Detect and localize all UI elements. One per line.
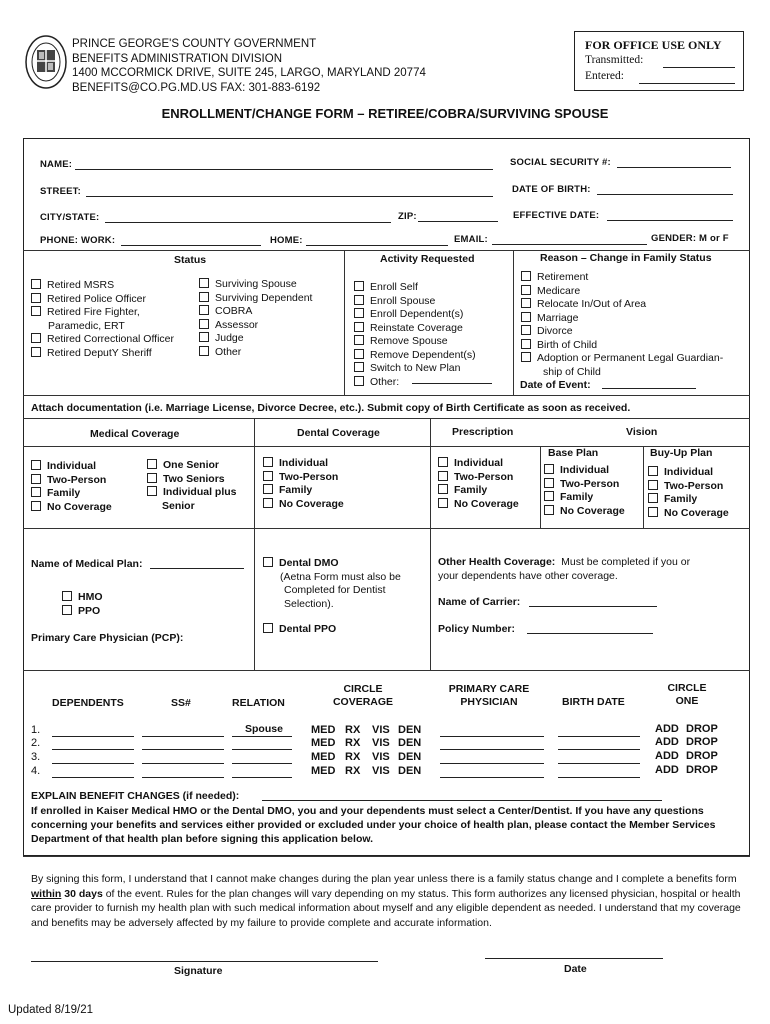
ppo-option[interactable]: PPO xyxy=(62,605,103,619)
status-option[interactable]: Other xyxy=(199,346,312,360)
dependent-name-field[interactable] xyxy=(52,736,134,737)
agency-address: 1400 MCCORMICK DRIVE, SUITE 245, LARGO, MARYLAND 20774 xyxy=(72,67,426,79)
dental-heading: Dental Coverage xyxy=(297,427,380,439)
city-state-field[interactable] xyxy=(105,222,391,223)
ssn-label: SOCIAL SECURITY #: xyxy=(510,157,611,168)
checkbox[interactable] xyxy=(354,335,364,345)
agency-contact: BENEFITS@CO.PG.MD.US FAX: 301-883-6192 xyxy=(72,81,321,94)
divider xyxy=(513,250,514,395)
division-name: BENEFITS ADMINISTRATION DIVISION xyxy=(72,52,283,65)
checkbox[interactable] xyxy=(31,501,41,511)
checkbox[interactable] xyxy=(263,498,273,508)
medical-option[interactable]: Family xyxy=(31,487,112,501)
dependent-name-field[interactable] xyxy=(52,777,134,778)
coverage-choice[interactable]: VIS xyxy=(372,751,390,763)
dependent-ss-field[interactable] xyxy=(142,777,224,778)
vision-option[interactable]: No Coverage xyxy=(544,505,625,519)
checkbox[interactable] xyxy=(62,605,72,615)
office-use-box xyxy=(574,31,744,91)
vision-option[interactable]: Family xyxy=(544,491,625,505)
add-drop-choice[interactable]: ADD xyxy=(655,764,679,776)
carrier-label: Name of Carrier: xyxy=(438,596,521,608)
gender-label: GENDER: M or F xyxy=(651,233,729,244)
checkbox[interactable] xyxy=(199,346,209,356)
coverage-choice[interactable]: DEN xyxy=(398,724,422,736)
dependent-row-number: 3. xyxy=(31,751,41,763)
other-coverage-label: Other Health Coverage: xyxy=(438,556,556,568)
dependent-birth-field[interactable] xyxy=(558,763,640,764)
checkbox[interactable] xyxy=(544,464,554,474)
dental-option[interactable]: No Coverage xyxy=(263,498,344,512)
medical-option-cont: Senior xyxy=(162,499,195,512)
checkbox[interactable] xyxy=(147,486,157,496)
medical-option[interactable]: Two Seniors xyxy=(147,473,237,487)
coverage-choice[interactable]: MED xyxy=(311,737,336,749)
coverage-choice[interactable]: DEN xyxy=(398,751,422,763)
agency-header xyxy=(72,37,426,95)
checkbox[interactable] xyxy=(31,333,41,343)
dependent-relation-field[interactable] xyxy=(232,777,292,778)
zip-field[interactable] xyxy=(418,221,498,222)
date-label: Date xyxy=(564,963,587,975)
coverage-choice[interactable]: MED xyxy=(311,751,336,763)
status-option[interactable]: Surviving Dependent xyxy=(199,292,312,306)
form-title: ENROLLMENT/CHANGE FORM – RETIREE/COBRA/SURVIVING SPOUSE xyxy=(161,106,609,121)
divider xyxy=(344,250,345,395)
dental-option[interactable]: Family xyxy=(263,484,344,498)
checkbox[interactable] xyxy=(199,332,209,342)
reason-list xyxy=(521,271,723,379)
status-heading: Status xyxy=(174,254,207,266)
dependent-birth-field[interactable] xyxy=(558,736,640,737)
status-option[interactable]: Retired MSRS xyxy=(31,279,174,293)
explain-label: EXPLAIN BENEFIT CHANGES (if needed): xyxy=(31,790,240,802)
medical-option[interactable]: Individual xyxy=(31,460,112,474)
checkbox[interactable] xyxy=(648,493,658,503)
divider xyxy=(643,446,644,528)
coverage-choice[interactable]: VIS xyxy=(372,724,390,736)
vision-option[interactable]: Two-Person xyxy=(544,478,625,492)
status-option[interactable]: Assessor xyxy=(199,319,312,333)
dental-dmo-option[interactable]: Dental DMO xyxy=(263,557,401,571)
coverage-choice[interactable]: VIS xyxy=(372,765,390,777)
zip-label: ZIP: xyxy=(398,211,417,222)
activity-option[interactable]: Switch to New Plan xyxy=(354,362,476,376)
coverage-choice[interactable]: MED xyxy=(311,765,336,777)
relation-heading: RELATION xyxy=(232,697,285,709)
checkbox[interactable] xyxy=(31,487,41,497)
dependent-pcp-field[interactable] xyxy=(440,763,544,764)
dental-option[interactable]: Two-Person xyxy=(263,471,344,485)
prescription-option[interactable]: No Coverage xyxy=(438,498,519,512)
activity-option[interactable]: Remove Dependent(s) xyxy=(354,349,476,363)
checkbox[interactable] xyxy=(62,591,72,601)
agency-name: PRINCE GEORGE'S COUNTY GOVERNMENT xyxy=(72,38,317,50)
activity-option[interactable]: Other: xyxy=(354,376,476,390)
carrier-field[interactable] xyxy=(529,606,657,607)
add-drop-choice[interactable]: ADD xyxy=(655,723,679,735)
street-label: STREET: xyxy=(40,186,81,197)
divider xyxy=(23,250,750,251)
coverage-choice[interactable]: RX xyxy=(345,724,361,736)
status-option[interactable]: Retired Police Officer xyxy=(31,293,174,307)
phone-work-label: PHONE: WORK: xyxy=(40,235,116,246)
vision-option[interactable]: Individual xyxy=(544,464,625,478)
days-emphasis: 30 days xyxy=(64,887,103,900)
other-coverage-block xyxy=(438,556,690,583)
dependent-pcp-field[interactable] xyxy=(440,777,544,778)
reason-option[interactable]: Divorce xyxy=(521,325,723,339)
checkbox[interactable] xyxy=(354,362,364,372)
checkbox[interactable] xyxy=(31,279,41,289)
other-coverage-text: Must be completed if you or xyxy=(561,556,691,568)
checkbox[interactable] xyxy=(147,459,157,469)
reason-option[interactable]: Marriage xyxy=(521,312,723,326)
status-list-2 xyxy=(199,278,312,359)
transmitted-label: Transmitted: xyxy=(585,54,644,66)
coverage-choice[interactable]: RX xyxy=(345,751,361,763)
email-label: EMAIL: xyxy=(454,234,488,245)
divider xyxy=(23,446,750,447)
checkbox[interactable] xyxy=(263,557,273,567)
name-field[interactable] xyxy=(75,169,493,170)
vision-option[interactable]: Family xyxy=(648,493,729,507)
dependent-pcp-field[interactable] xyxy=(440,736,544,737)
activity-option[interactable]: Enroll Spouse xyxy=(354,295,476,309)
coverage-choice[interactable]: RX xyxy=(345,765,361,777)
dependents-heading: DEPENDENTS xyxy=(52,697,124,709)
pcp-label: Primary Care Physician (PCP): xyxy=(31,632,184,644)
transmitted-field[interactable] xyxy=(663,67,735,68)
dependent-row-number: 4. xyxy=(31,765,41,777)
checkbox[interactable] xyxy=(263,471,273,481)
prescription-option[interactable]: Two-Person xyxy=(438,471,519,485)
vision-option[interactable]: Individual xyxy=(648,466,729,480)
checkbox[interactable] xyxy=(263,484,273,494)
checkbox[interactable] xyxy=(521,325,531,335)
activity-other-field[interactable] xyxy=(412,383,492,384)
reason-option[interactable]: Retirement xyxy=(521,271,723,285)
dob-label: DATE OF BIRTH: xyxy=(512,184,591,195)
activity-option[interactable]: Reinstate Coverage xyxy=(354,322,476,336)
dependent-relation-field[interactable] xyxy=(232,749,292,750)
coverage-choice[interactable]: VIS xyxy=(372,737,390,749)
dmo-note: Completed for Dentist xyxy=(284,584,386,596)
add-drop-choice[interactable]: ADD xyxy=(655,750,679,762)
dependent-relation-field[interactable] xyxy=(232,763,292,764)
status-option-cont: Paramedic, ERT xyxy=(48,319,125,332)
checkbox[interactable] xyxy=(521,298,531,308)
base-plan-heading: Base Plan xyxy=(548,447,599,459)
spouse-relation: Spouse xyxy=(245,723,283,735)
name-label: NAME: xyxy=(40,159,73,170)
checkbox[interactable] xyxy=(354,376,364,386)
date-field[interactable] xyxy=(485,958,663,959)
coverage-choice[interactable]: RX xyxy=(345,737,361,749)
birth-date-heading: BIRTH DATE xyxy=(562,696,625,708)
medical-option[interactable]: Two-Person xyxy=(31,474,112,488)
entered-field[interactable] xyxy=(639,83,735,84)
activity-heading: Activity Requested xyxy=(380,253,475,265)
prescription-option[interactable]: Individual xyxy=(438,457,519,471)
dependent-ss-field[interactable] xyxy=(142,763,224,764)
date-of-event-field[interactable] xyxy=(602,388,696,389)
status-option[interactable]: COBRA xyxy=(199,305,312,319)
checkbox[interactable] xyxy=(31,306,41,316)
coverage-choice[interactable]: MED xyxy=(311,724,336,736)
vision-option[interactable]: No Coverage xyxy=(648,507,729,521)
prescription-option[interactable]: Family xyxy=(438,484,519,498)
status-option[interactable]: Judge xyxy=(199,332,312,346)
circle-coverage-heading: CIRCLE COVERAGE xyxy=(332,683,394,708)
status-option[interactable]: Retired Fire Fighter, xyxy=(31,306,174,320)
divider xyxy=(540,446,541,528)
medical-heading: Medical Coverage xyxy=(90,428,180,440)
dmo-note: Selection). xyxy=(284,597,334,610)
dependent-ss-field[interactable] xyxy=(142,736,224,737)
medical-plan-label: Name of Medical Plan: xyxy=(31,558,143,570)
activity-option[interactable]: Enroll Dependent(s) xyxy=(354,308,476,322)
reason-heading: Reason – Change in Family Status xyxy=(540,252,712,264)
plan-type-options xyxy=(62,591,103,618)
reason-option[interactable]: Medicare xyxy=(521,285,723,299)
checkbox[interactable] xyxy=(544,505,554,515)
other-coverage-text2: your dependents have other coverage. xyxy=(438,569,618,582)
status-option[interactable]: Surviving Spouse xyxy=(199,278,312,292)
effective-date-field[interactable] xyxy=(607,220,733,221)
reason-option[interactable]: Relocate In/Out of Area xyxy=(521,298,723,312)
street-field[interactable] xyxy=(86,196,493,197)
medical-option[interactable]: Individual plus xyxy=(147,486,237,500)
dependent-ss-field[interactable] xyxy=(142,749,224,750)
checkbox[interactable] xyxy=(31,460,41,470)
status-list-1 xyxy=(31,279,174,360)
divider xyxy=(430,418,431,670)
checkbox[interactable] xyxy=(31,293,41,303)
buyup-plan-heading: Buy-Up Plan xyxy=(650,447,713,459)
checkbox[interactable] xyxy=(263,457,273,467)
attach-note: Attach documentation (i.e. Marriage License, Divorce Decree, etc.). Submit copy of Birth Certificate as soon as received. xyxy=(31,402,631,414)
policy-label: Policy Number: xyxy=(438,623,516,635)
vision-buyup-options xyxy=(648,466,729,520)
consent-text: By signing this form, I understand that I cannot make changes during the plan year unless there is a family status change and I complete a benefits form within 30 days of the event. Rules for the plan changes will vary depending on my status. This form authorizes any licensed physician, hospital or health care provider to furnish my health plan with such medical information about myself and any eligible dependent as needed. I understand that my coverage and benefits may be adversely affected by my failure to provide complete and accurate information. xyxy=(31,873,741,929)
dmo-note: (Aetna Form must also be xyxy=(280,570,401,583)
status-option[interactable]: Retired DeputY Sheriff xyxy=(31,347,174,361)
date-of-event-label: Date of Event: xyxy=(520,379,591,391)
signature-field[interactable] xyxy=(31,961,378,962)
vision-option[interactable]: Two-Person xyxy=(648,480,729,494)
checkbox[interactable] xyxy=(354,322,364,332)
county-seal-logo xyxy=(24,34,68,90)
checkbox[interactable] xyxy=(354,349,364,359)
vision-heading: Vision xyxy=(626,426,658,438)
checkbox[interactable] xyxy=(199,319,209,329)
checkbox[interactable] xyxy=(31,474,41,484)
hmo-option[interactable]: HMO xyxy=(62,591,103,605)
dependent-name-field[interactable] xyxy=(52,763,134,764)
medical-options-2 xyxy=(147,459,237,513)
dependent-relation-field[interactable] xyxy=(232,736,292,737)
signature-label: Signature xyxy=(174,965,223,977)
phone-work-field[interactable] xyxy=(121,245,261,246)
pcp-heading: PRIMARY CARE PHYSICIAN xyxy=(448,683,530,708)
checkbox[interactable] xyxy=(521,312,531,322)
divider xyxy=(23,418,750,419)
reason-option[interactable]: Adoption or Permanent Legal Guardian- xyxy=(521,352,723,366)
dental-option[interactable]: Individual xyxy=(263,457,344,471)
policy-field[interactable] xyxy=(527,633,653,634)
checkbox[interactable] xyxy=(199,305,209,315)
entered-label: Entered: xyxy=(585,70,624,82)
effective-date-label: EFFECTIVE DATE: xyxy=(513,210,600,221)
dependent-birth-field[interactable] xyxy=(558,749,640,750)
status-option[interactable]: Retired Correctional Officer xyxy=(31,333,174,347)
prescription-heading: Prescription xyxy=(452,426,514,438)
coverage-choice[interactable]: DEN xyxy=(398,765,422,777)
checkbox[interactable] xyxy=(648,507,658,517)
checkbox[interactable] xyxy=(263,623,273,633)
checkbox[interactable] xyxy=(199,292,209,302)
email-field[interactable] xyxy=(492,244,647,245)
checkbox[interactable] xyxy=(521,271,531,281)
home-label: HOME: xyxy=(270,235,303,246)
dental-dmo-block xyxy=(263,557,401,611)
add-drop-choice[interactable]: ADD xyxy=(655,736,679,748)
checkbox[interactable] xyxy=(147,473,157,483)
checkbox[interactable] xyxy=(521,352,531,362)
medical-option[interactable]: One Senior xyxy=(147,459,237,473)
explain-text: If enrolled in Kaiser Medical HMO or the Dental DMO, you and your dependents must select a Center/Dentist. If you have any questions concerning your benefits and services either provided or excluded under your choice of health plan, please contact the Member Services Department of that health plan before signing this application below. xyxy=(31,805,716,845)
checkbox[interactable] xyxy=(438,457,448,467)
medical-option[interactable]: No Coverage xyxy=(31,501,112,515)
checkbox[interactable] xyxy=(199,278,209,288)
updated-footer: Updated 8/19/21 xyxy=(8,1004,94,1016)
activity-option[interactable]: Remove Spouse xyxy=(354,335,476,349)
checkbox[interactable] xyxy=(521,339,531,349)
ss-heading: SS# xyxy=(171,697,191,709)
checkbox[interactable] xyxy=(31,347,41,357)
vision-base-options xyxy=(544,464,625,518)
checkbox[interactable] xyxy=(648,466,658,476)
divider xyxy=(23,670,750,671)
ssn-field[interactable] xyxy=(617,167,731,168)
reason-option-cont: ship of Child xyxy=(543,365,601,378)
medical-plan-field[interactable] xyxy=(150,568,244,569)
divider xyxy=(23,395,750,396)
checkbox[interactable] xyxy=(354,308,364,318)
prescription-options xyxy=(438,457,519,511)
divider xyxy=(254,418,255,670)
checkbox[interactable] xyxy=(438,471,448,481)
reason-option[interactable]: Birth of Child xyxy=(521,339,723,353)
dental-ppo-option[interactable]: Dental PPO xyxy=(263,623,336,635)
coverage-choice[interactable]: DEN xyxy=(398,737,422,749)
checkbox[interactable] xyxy=(354,295,364,305)
within-emphasis: within xyxy=(31,887,62,900)
explain-field[interactable] xyxy=(262,800,662,801)
checkbox[interactable] xyxy=(544,478,554,488)
add-drop-choice[interactable]: DROP xyxy=(686,764,718,776)
checkbox[interactable] xyxy=(521,285,531,295)
add-drop-choice[interactable]: DROP xyxy=(686,750,718,762)
dependent-pcp-field[interactable] xyxy=(440,749,544,750)
add-drop-choice[interactable]: DROP xyxy=(686,736,718,748)
medical-options-1 xyxy=(31,460,112,514)
dependent-row-number: 1. xyxy=(31,724,41,736)
home-field[interactable] xyxy=(306,245,448,246)
dependent-birth-field[interactable] xyxy=(558,777,640,778)
dob-field[interactable] xyxy=(597,194,733,195)
city-state-label: CITY/STATE: xyxy=(40,212,100,223)
checkbox[interactable] xyxy=(648,480,658,490)
checkbox[interactable] xyxy=(438,484,448,494)
checkbox[interactable] xyxy=(438,498,448,508)
activity-list xyxy=(354,281,476,389)
activity-option[interactable]: Enroll Self xyxy=(354,281,476,295)
office-use-title: FOR OFFICE USE ONLY xyxy=(585,38,722,52)
divider xyxy=(23,528,750,529)
checkbox[interactable] xyxy=(544,491,554,501)
circle-one-heading: CIRCLE ONE xyxy=(667,682,707,707)
dependent-name-field[interactable] xyxy=(52,749,134,750)
dental-options xyxy=(263,457,344,511)
dependent-row-number: 2. xyxy=(31,737,41,749)
checkbox[interactable] xyxy=(354,281,364,291)
divider xyxy=(23,856,750,857)
add-drop-choice[interactable]: DROP xyxy=(686,723,718,735)
